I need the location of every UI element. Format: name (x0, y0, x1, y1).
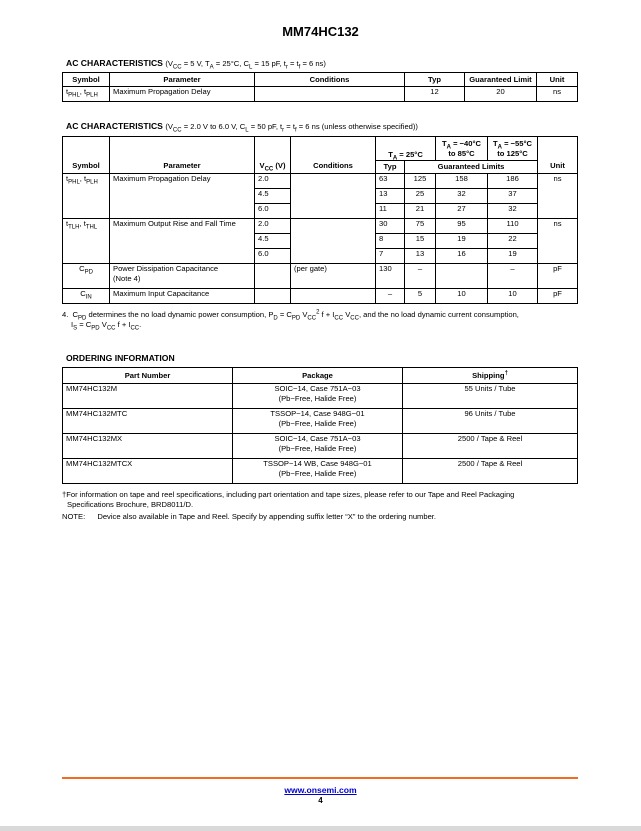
ordering-part: MM74HC132MTC (63, 409, 233, 434)
ac1-col-symbol: Symbol (63, 73, 110, 87)
table-row (63, 384, 578, 409)
ac2-cin-conditions (291, 289, 376, 304)
ac2-g2-r1-l85: 95 (436, 219, 488, 234)
ac2-g1-unit: ns (538, 174, 578, 219)
ordering-package: TSSOP−14, Case 948G−01 (Pb−Free, Halide Free) (233, 409, 403, 434)
ac1-symbol: $t_{PHL}$, $t_{PLH}$ (63, 87, 110, 102)
ac1-conditions: ($V_{CC} = 5$ V, $T_A = 25^\circ C$, $C_L = 15$ pF, $t_r = t_f = 6$ ns) (165, 59, 326, 71)
ordering-part: MM74HC132MTCX (63, 459, 233, 484)
ac2-cpd-parameter: Power Dissipation Capacitance (Note 4) (110, 264, 255, 289)
ac1-unit: ns (537, 87, 578, 102)
ordering-package: TSSOP−14 WB, Case 948G−01 (Pb−Free, Halide Free) (233, 459, 403, 484)
ordering-table (62, 367, 578, 484)
ordering-shipping: 2500 / Tape & Reel (403, 434, 578, 459)
ordering-footnote (62, 490, 580, 510)
ac2-g1-r3-l125: 32 (488, 204, 538, 219)
ac2-g2-r1-l25: 75 (405, 219, 436, 234)
table-row (63, 174, 578, 189)
ac2-g1-symbol: $t_{PHL}$, $t_{PLH}$ (63, 174, 110, 219)
ac2-cpd-l125: – (488, 264, 538, 289)
ac2-g2-r1-vcc: 2.0 (255, 219, 291, 234)
note-label: NOTE: (62, 512, 86, 521)
footer-rule (62, 777, 578, 779)
ac2-col-ta125: $T_A = -55^\circ C$ to 125°C (488, 137, 538, 161)
ac2-col-parameter: Parameter (110, 137, 255, 174)
ordering-footnote-line2: Specifications Brochure, BRD8011/D. (67, 500, 194, 509)
ac2-cpd-symbol: $C_{PD}$ (63, 264, 110, 289)
ac2-cpd-l85 (436, 264, 488, 289)
ac1-col-limit: Guaranteed Limit (465, 73, 537, 87)
ac2-g1-parameter: Maximum Propagation Delay (110, 174, 255, 219)
ac2-g2-r2-vcc: 4.5 (255, 234, 291, 249)
table-row (63, 264, 578, 289)
ac2-g1-r2-l85: 32 (436, 189, 488, 204)
ac2-g2-r3-vcc: 6.0 (255, 249, 291, 264)
ac2-cpd-vcc (255, 264, 291, 289)
ac2-g1-r1-l125: 186 (488, 174, 538, 189)
ac1-conditions-cell (255, 87, 405, 102)
table-row (63, 87, 578, 102)
ac2-col-conditions: Conditions (291, 137, 376, 174)
ac2-col-ta85: $T_A = -40^\circ C$ to 85°C (436, 137, 488, 161)
ac2-cin-symbol: $C_{IN}$ (63, 289, 110, 304)
ac2-g1-r1-l85: 158 (436, 174, 488, 189)
ac2-col-ta25: $T_A = 25^\circ C$ (376, 137, 436, 161)
ordering-title: ORDERING INFORMATION (66, 353, 175, 363)
ac2-g1-r2-l125: 37 (488, 189, 538, 204)
ordering-package: SOIC−14, Case 751A−03 (Pb−Free, Halide Free) (233, 384, 403, 409)
ac2-g2-r1-typ: 30 (376, 219, 405, 234)
ordering-shipping: 2500 / Tape & Reel (403, 459, 578, 484)
ac2-cin-l85: 10 (436, 289, 488, 304)
ac2-section-title (66, 121, 418, 134)
ac1-col-typ: Typ (405, 73, 465, 87)
ac2-col-vcc: $V_{CC}$ (V) (255, 137, 291, 174)
ac2-cpd-l25: – (405, 264, 436, 289)
ac2-cin-unit: pF (538, 289, 578, 304)
ac2-g2-r2-typ: 8 (376, 234, 405, 249)
ac2-g1-r1-typ: 63 (376, 174, 405, 189)
ordering-shipping: 96 Units / Tube (403, 409, 578, 434)
ac2-g2-r2-l125: 22 (488, 234, 538, 249)
ac2-g1-r1-vcc: 2.0 (255, 174, 291, 189)
table-row (63, 219, 578, 234)
table-row (63, 409, 578, 434)
page-number: 4 (318, 796, 323, 805)
ac2-cin-vcc (255, 289, 291, 304)
ac2-g2-r2-l85: 19 (436, 234, 488, 249)
ac2-g2-conditions (291, 219, 376, 264)
ac2-g2-parameter: Maximum Output Rise and Fall Time (110, 219, 255, 264)
ac2-g1-r2-vcc: 4.5 (255, 189, 291, 204)
ac2-conditions: ($V_{CC} = 2.0$ V to 6.0 V, $C_L = 50$ pF, $t_r = t_f = 6$ ns (unless otherwise specified)) (165, 122, 418, 134)
ac2-table (62, 136, 578, 304)
ordering-part: MM74HC132MX (63, 434, 233, 459)
ac2-col-guaranteed: Guaranteed Limits (405, 161, 538, 174)
ac1-title: AC CHARACTERISTICS (66, 58, 163, 68)
ac2-cin-parameter: Maximum Input Capacitance (110, 289, 255, 304)
ac2-g1-r3-typ: 11 (376, 204, 405, 219)
table-row (63, 459, 578, 484)
note-text: Device also available in Tape and Reel. Specify by appending suffix letter “X” to the ordering number. (97, 512, 437, 521)
ac2-g1-r3-l25: 21 (405, 204, 436, 219)
ordering-col-part: Part Number (63, 368, 233, 384)
ac2-g2-r1-l125: 110 (488, 219, 538, 234)
ordering-col-shipping: Shipping† (403, 368, 578, 384)
ac2-cpd-conditions: (per gate) (291, 264, 376, 289)
ac2-g1-r3-l85: 27 (436, 204, 488, 219)
ac2-g1-r2-typ: 13 (376, 189, 405, 204)
table-row (63, 434, 578, 459)
ac2-g2-r3-typ: 7 (376, 249, 405, 264)
ac2-cpd-typ: 130 (376, 264, 405, 289)
footer-link[interactable]: www.onsemi.com (284, 785, 357, 795)
ac2-g1-r1-l25: 125 (405, 174, 436, 189)
ac1-table (62, 72, 578, 102)
ac1-typ: 12 (405, 87, 465, 102)
ac2-g2-symbol: $t_{TLH}$, $t_{THL}$ (63, 219, 110, 264)
ordering-footnote-line1: †For information on tape and reel specifications, including part orientation and tape sizes, please refer to our Tape and Reel Packaging (62, 490, 515, 499)
ac2-g2-unit: ns (538, 219, 578, 264)
ac2-cin-l125: 10 (488, 289, 538, 304)
note-4: 4. $C_{PD}$ determines the no load dynamic power consumption, $P_D = C_{PD}$ $V_{CC}^2$ $f + I_{CC}$ $V_{CC}$, and the no load dynamic current consumption, $I_S = C_{PD}$ $V_{CC}$ $f + I_{CC}$. (62, 309, 519, 332)
ac2-g1-r2-l25: 25 (405, 189, 436, 204)
page-bottom-edge (0, 826, 641, 831)
ac1-col-conditions: Conditions (255, 73, 405, 87)
ac2-col-symbol: Symbol (63, 137, 110, 174)
ac2-cin-typ: – (376, 289, 405, 304)
ordering-col-package: Package (233, 368, 403, 384)
ac2-g2-r3-l85: 16 (436, 249, 488, 264)
ac2-g2-r3-l125: 19 (488, 249, 538, 264)
ordering-note (62, 512, 580, 522)
ac2-g2-r2-l25: 15 (405, 234, 436, 249)
ac2-col-typ: Typ (376, 161, 405, 174)
ac1-col-unit: Unit (537, 73, 578, 87)
page-title: MM74HC132 (282, 24, 359, 39)
ac2-g1-r3-vcc: 6.0 (255, 204, 291, 219)
ac2-cin-l25: 5 (405, 289, 436, 304)
ac1-parameter: Maximum Propagation Delay (110, 87, 255, 102)
ordering-shipping: 55 Units / Tube (403, 384, 578, 409)
ac2-g2-r3-l25: 13 (405, 249, 436, 264)
ac1-col-parameter: Parameter (110, 73, 255, 87)
table-row (63, 289, 578, 304)
ordering-part: MM74HC132M (63, 384, 233, 409)
ac2-col-unit: Unit (538, 137, 578, 174)
ordering-package: SOIC−14, Case 751A−03 (Pb−Free, Halide Free) (233, 434, 403, 459)
ac2-g1-conditions (291, 174, 376, 219)
ac2-cpd-unit: pF (538, 264, 578, 289)
ac1-limit: 20 (465, 87, 537, 102)
ac1-section-title (66, 58, 326, 71)
ac2-title: AC CHARACTERISTICS (66, 121, 163, 131)
